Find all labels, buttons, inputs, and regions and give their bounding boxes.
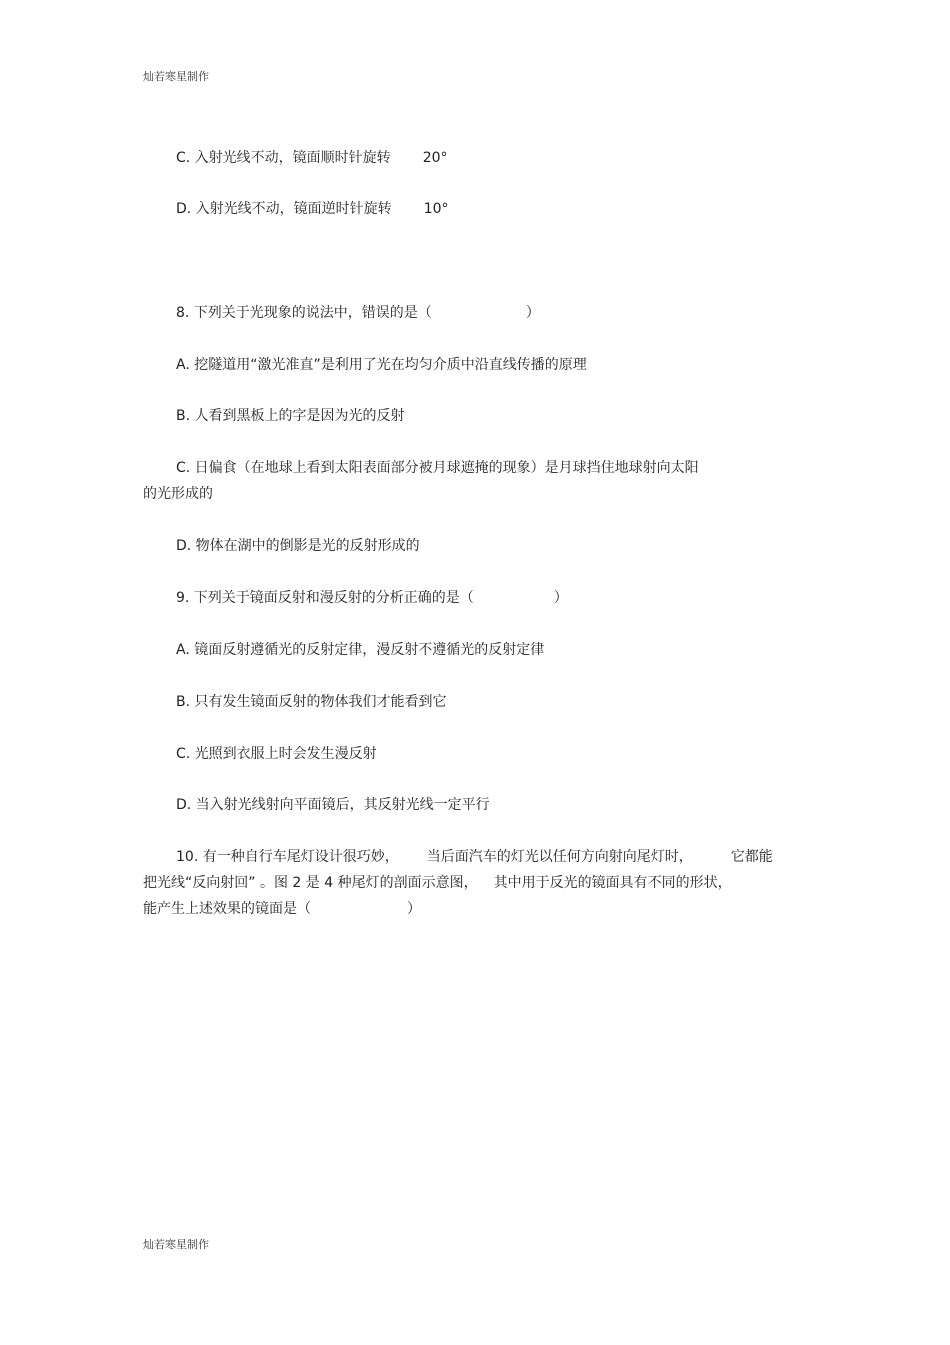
q7-option-d-text: D. 入射光线不动，镜面逆时针旋转 bbox=[176, 201, 392, 217]
q10-line-2 bbox=[143, 874, 732, 892]
q9-stem-text: 9. 下列关于镜面反射和漫反射的分析正确的是（ bbox=[176, 590, 474, 606]
page-header: 灿若寒星制作 bbox=[143, 70, 209, 83]
q8-option-d: D. 物体在湖中的倒影是光的反射形成的 bbox=[176, 538, 420, 554]
q10-line-1 bbox=[176, 848, 773, 866]
q8-option-b: B. 人看到黑板上的字是因为光的反射 bbox=[176, 408, 405, 424]
q7-option-d bbox=[176, 200, 449, 218]
q10-line-2b: 其中用于反光的镜面具有不同的形状， bbox=[493, 875, 732, 891]
q8-option-c: C. 日偏食（在地球上看到太阳表面部分被月球遮掩的现象）是月球挡住地球射向太阳 bbox=[176, 460, 699, 476]
q10-line-3-close: ） bbox=[407, 901, 421, 917]
q9-stem-close: ） bbox=[553, 590, 568, 606]
q8-stem-close: ） bbox=[525, 305, 540, 321]
q10-line-1a: 10. 有一种自行车尾灯设计很巧妙， bbox=[176, 849, 399, 865]
q9-option-a: A. 镜面反射遵循光的反射定律，漫反射不遵循光的反射定律 bbox=[176, 642, 545, 658]
q7-option-c-text: C. 入射光线不动，镜面顺时针旋转 bbox=[176, 150, 391, 166]
q9-option-d: D. 当入射光线射向平面镜后，其反射光线一定平行 bbox=[176, 797, 490, 813]
page-footer: 灿若寒星制作 bbox=[143, 1238, 209, 1251]
q8-option-a: A. 挖隧道用“激光准直”是利用了光在均匀介质中沿直线传播的原理 bbox=[176, 357, 587, 373]
q7-option-c-value: 20° bbox=[422, 150, 448, 166]
q10-line-1c: 它都能 bbox=[730, 849, 773, 865]
q9-option-c: C. 光照到衣服上时会发生漫反射 bbox=[176, 746, 377, 762]
q8-stem-text: 8. 下列关于光现象的说法中，错误的是（ bbox=[176, 305, 432, 321]
q8-stem bbox=[176, 304, 540, 322]
q9-option-b: B. 只有发生镜面反射的物体我们才能看到它 bbox=[176, 694, 447, 710]
q8-option-c-continued: 的光形成的 bbox=[143, 486, 213, 502]
q10-line-2a: 把光线“反向射回” 。图 2 是 4 种尾灯的剖面示意图， bbox=[143, 875, 478, 891]
q10-line-3-text: 能产生上述效果的镜面是（ bbox=[143, 901, 311, 917]
q10-line-3 bbox=[143, 900, 421, 918]
q7-option-c bbox=[176, 149, 448, 167]
q7-option-d-value: 10° bbox=[423, 201, 449, 217]
q10-line-1b: 当后面汽车的灯光以任何方向射向尾灯时， bbox=[426, 849, 693, 865]
q9-stem bbox=[176, 589, 568, 607]
